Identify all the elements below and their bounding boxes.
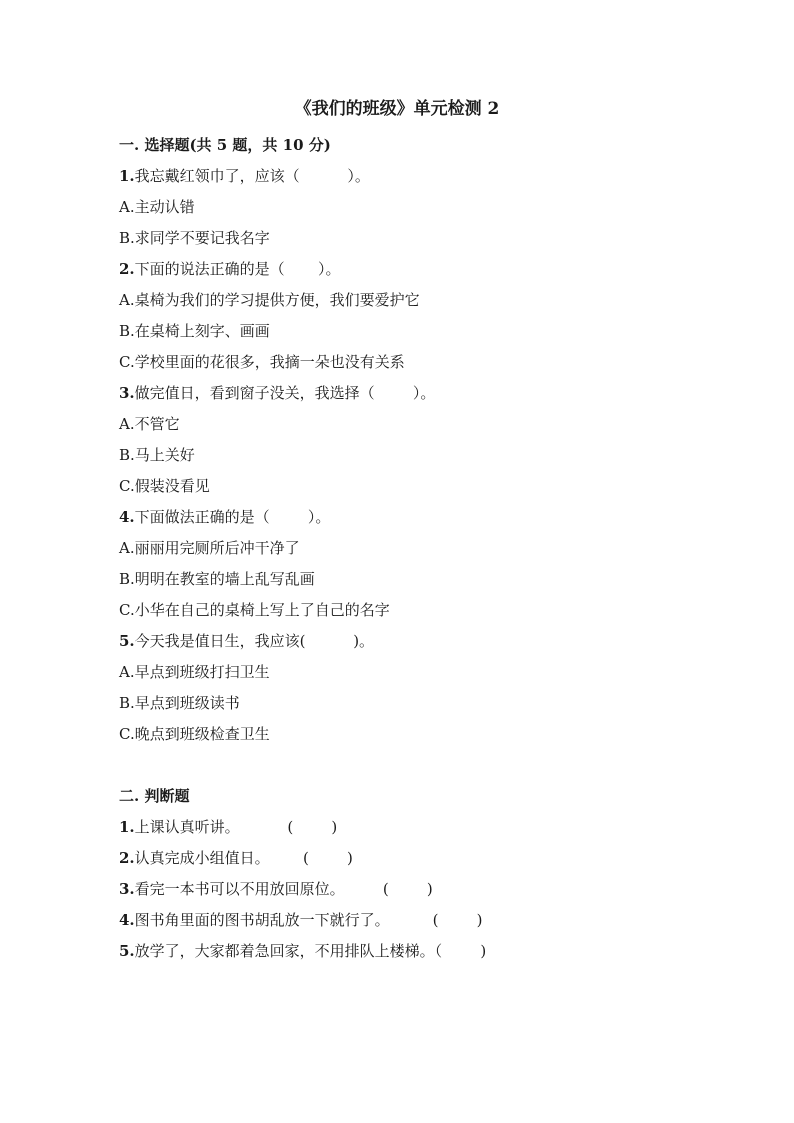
question-text: 今天我是值日生，我应该( )。 xyxy=(134,632,375,650)
section-spacer xyxy=(119,750,719,781)
option: C.假装没看见 xyxy=(119,477,210,495)
option: A.丽丽用完厕所后冲干净了 xyxy=(119,539,300,557)
item-text: 上课认真听讲。 ( ) xyxy=(134,818,338,836)
option: B.早点到班级读书 xyxy=(119,694,240,712)
judgement-item-2 xyxy=(119,843,719,874)
question-3 xyxy=(119,378,719,409)
question-text: 下面做法正确的是（ ）。 xyxy=(134,508,331,526)
option: C.晚点到班级检查卫生 xyxy=(119,725,270,743)
judgement-item-5 xyxy=(119,936,719,967)
question-text: 我忘戴红领巾了，应该（ ）。 xyxy=(134,167,370,185)
option: C.学校里面的花很多，我摘一朵也没有关系 xyxy=(119,353,405,371)
question-number: 2. xyxy=(119,260,135,278)
item-number: 1. xyxy=(119,818,135,836)
item-number: 3. xyxy=(119,880,135,898)
section-1-heading: 一. 选择题(共 5 题，共 10 分) xyxy=(119,136,331,154)
question-4 xyxy=(119,502,719,533)
option: A.桌椅为我们的学习提供方便，我们要爱护它 xyxy=(119,291,420,309)
item-number: 4. xyxy=(119,911,135,929)
item-text: 图书角里面的图书胡乱放一下就行了。 ( ) xyxy=(134,911,483,929)
item-text: 放学了，大家都着急回家，不用排队上楼梯。（ ) xyxy=(134,942,487,960)
option: A.早点到班级打扫卫生 xyxy=(119,663,270,681)
question-1 xyxy=(119,161,719,192)
document-content xyxy=(119,130,719,967)
option: A.不管它 xyxy=(119,415,180,433)
judgement-item-1 xyxy=(119,812,719,843)
option: B.明明在教室的墙上乱写乱画 xyxy=(119,570,315,588)
option: B.马上关好 xyxy=(119,446,195,464)
option: A.主动认错 xyxy=(119,198,195,216)
item-text: 认真完成小组值日。 ( ) xyxy=(134,849,353,867)
question-text: 下面的说法正确的是（ ）。 xyxy=(134,260,341,278)
option: B.在桌椅上刻字、画画 xyxy=(119,322,270,340)
question-number: 3. xyxy=(119,384,135,402)
item-number: 2. xyxy=(119,849,135,867)
judgement-item-4 xyxy=(119,905,719,936)
option: C.小华在自己的桌椅上写上了自己的名字 xyxy=(119,601,390,619)
question-number: 1. xyxy=(119,167,135,185)
question-5 xyxy=(119,626,719,657)
question-number: 5. xyxy=(119,632,135,650)
item-number: 5. xyxy=(119,942,135,960)
section-2-heading: 二. 判断题 xyxy=(119,787,190,805)
question-number: 4. xyxy=(119,508,135,526)
option: B.求同学不要记我名字 xyxy=(119,229,270,247)
question-text: 做完值日，看到窗子没关，我选择（ ）。 xyxy=(134,384,436,402)
item-text: 看完一本书可以不用放回原位。 ( ) xyxy=(134,880,433,898)
judgement-item-3 xyxy=(119,874,719,905)
document-title: 《我们的班级》单元检测 2 xyxy=(294,99,500,119)
question-2 xyxy=(119,254,719,285)
